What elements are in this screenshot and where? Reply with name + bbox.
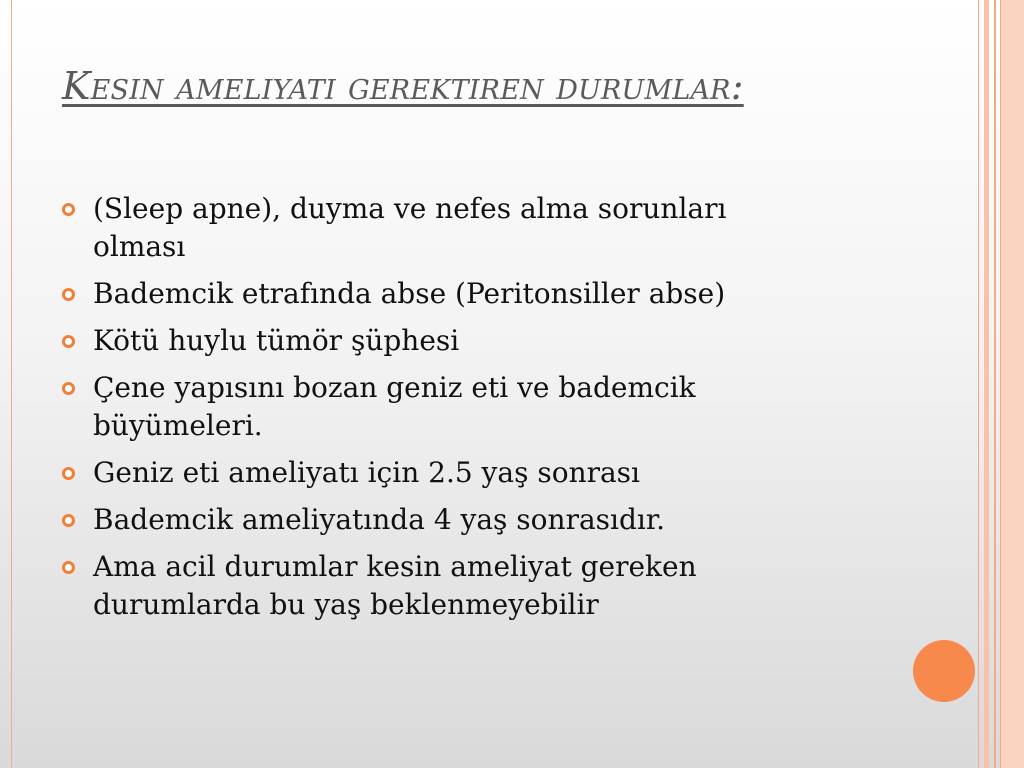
list-item-text: (Sleep apne), duyma ve nefes alma sorunları olması (93, 192, 727, 263)
list-item-text: Geniz eti ameliyatı için 2.5 yaş sonrası (93, 456, 640, 489)
list-item-text: Bademcik ameliyatında 4 yaş sonrasıdır. (93, 503, 666, 536)
ring-bullet-icon (62, 467, 75, 480)
right-border-line (978, 0, 979, 768)
right-border-line (994, 0, 996, 768)
ring-bullet-icon (62, 203, 75, 216)
ring-bullet-icon (62, 382, 75, 395)
ring-bullet-icon (62, 335, 75, 348)
list-item-text: Çene yapısını bozan geniz eti ve bademcik büyümeleri. (93, 371, 696, 442)
list-item (60, 501, 820, 539)
ring-bullet-icon (62, 288, 75, 301)
list-item-text: Bademcik etrafında abse (Peritonsiller abse) (93, 277, 726, 310)
bullet-list (60, 190, 820, 633)
ring-bullet-icon (62, 514, 75, 527)
list-item (60, 548, 820, 624)
list-item (60, 190, 820, 266)
list-item (60, 369, 820, 445)
ring-bullet-icon (62, 561, 75, 574)
list-item-text: Kötü huylu tümör şüphesi (93, 324, 460, 357)
right-border-stripe (984, 0, 989, 768)
list-item (60, 322, 820, 360)
right-border-band (1000, 0, 1024, 768)
orange-circle-decoration (913, 640, 975, 702)
list-item (60, 454, 820, 492)
list-item-text: Ama acil durumlar kesin ameliyat gereken durumlarda bu yaş beklenmeyebilir (93, 550, 697, 621)
slide-title: Kesin ameliyati gerektiren durumlar: (62, 64, 744, 108)
left-border-decoration (0, 0, 12, 768)
list-item (60, 275, 820, 313)
